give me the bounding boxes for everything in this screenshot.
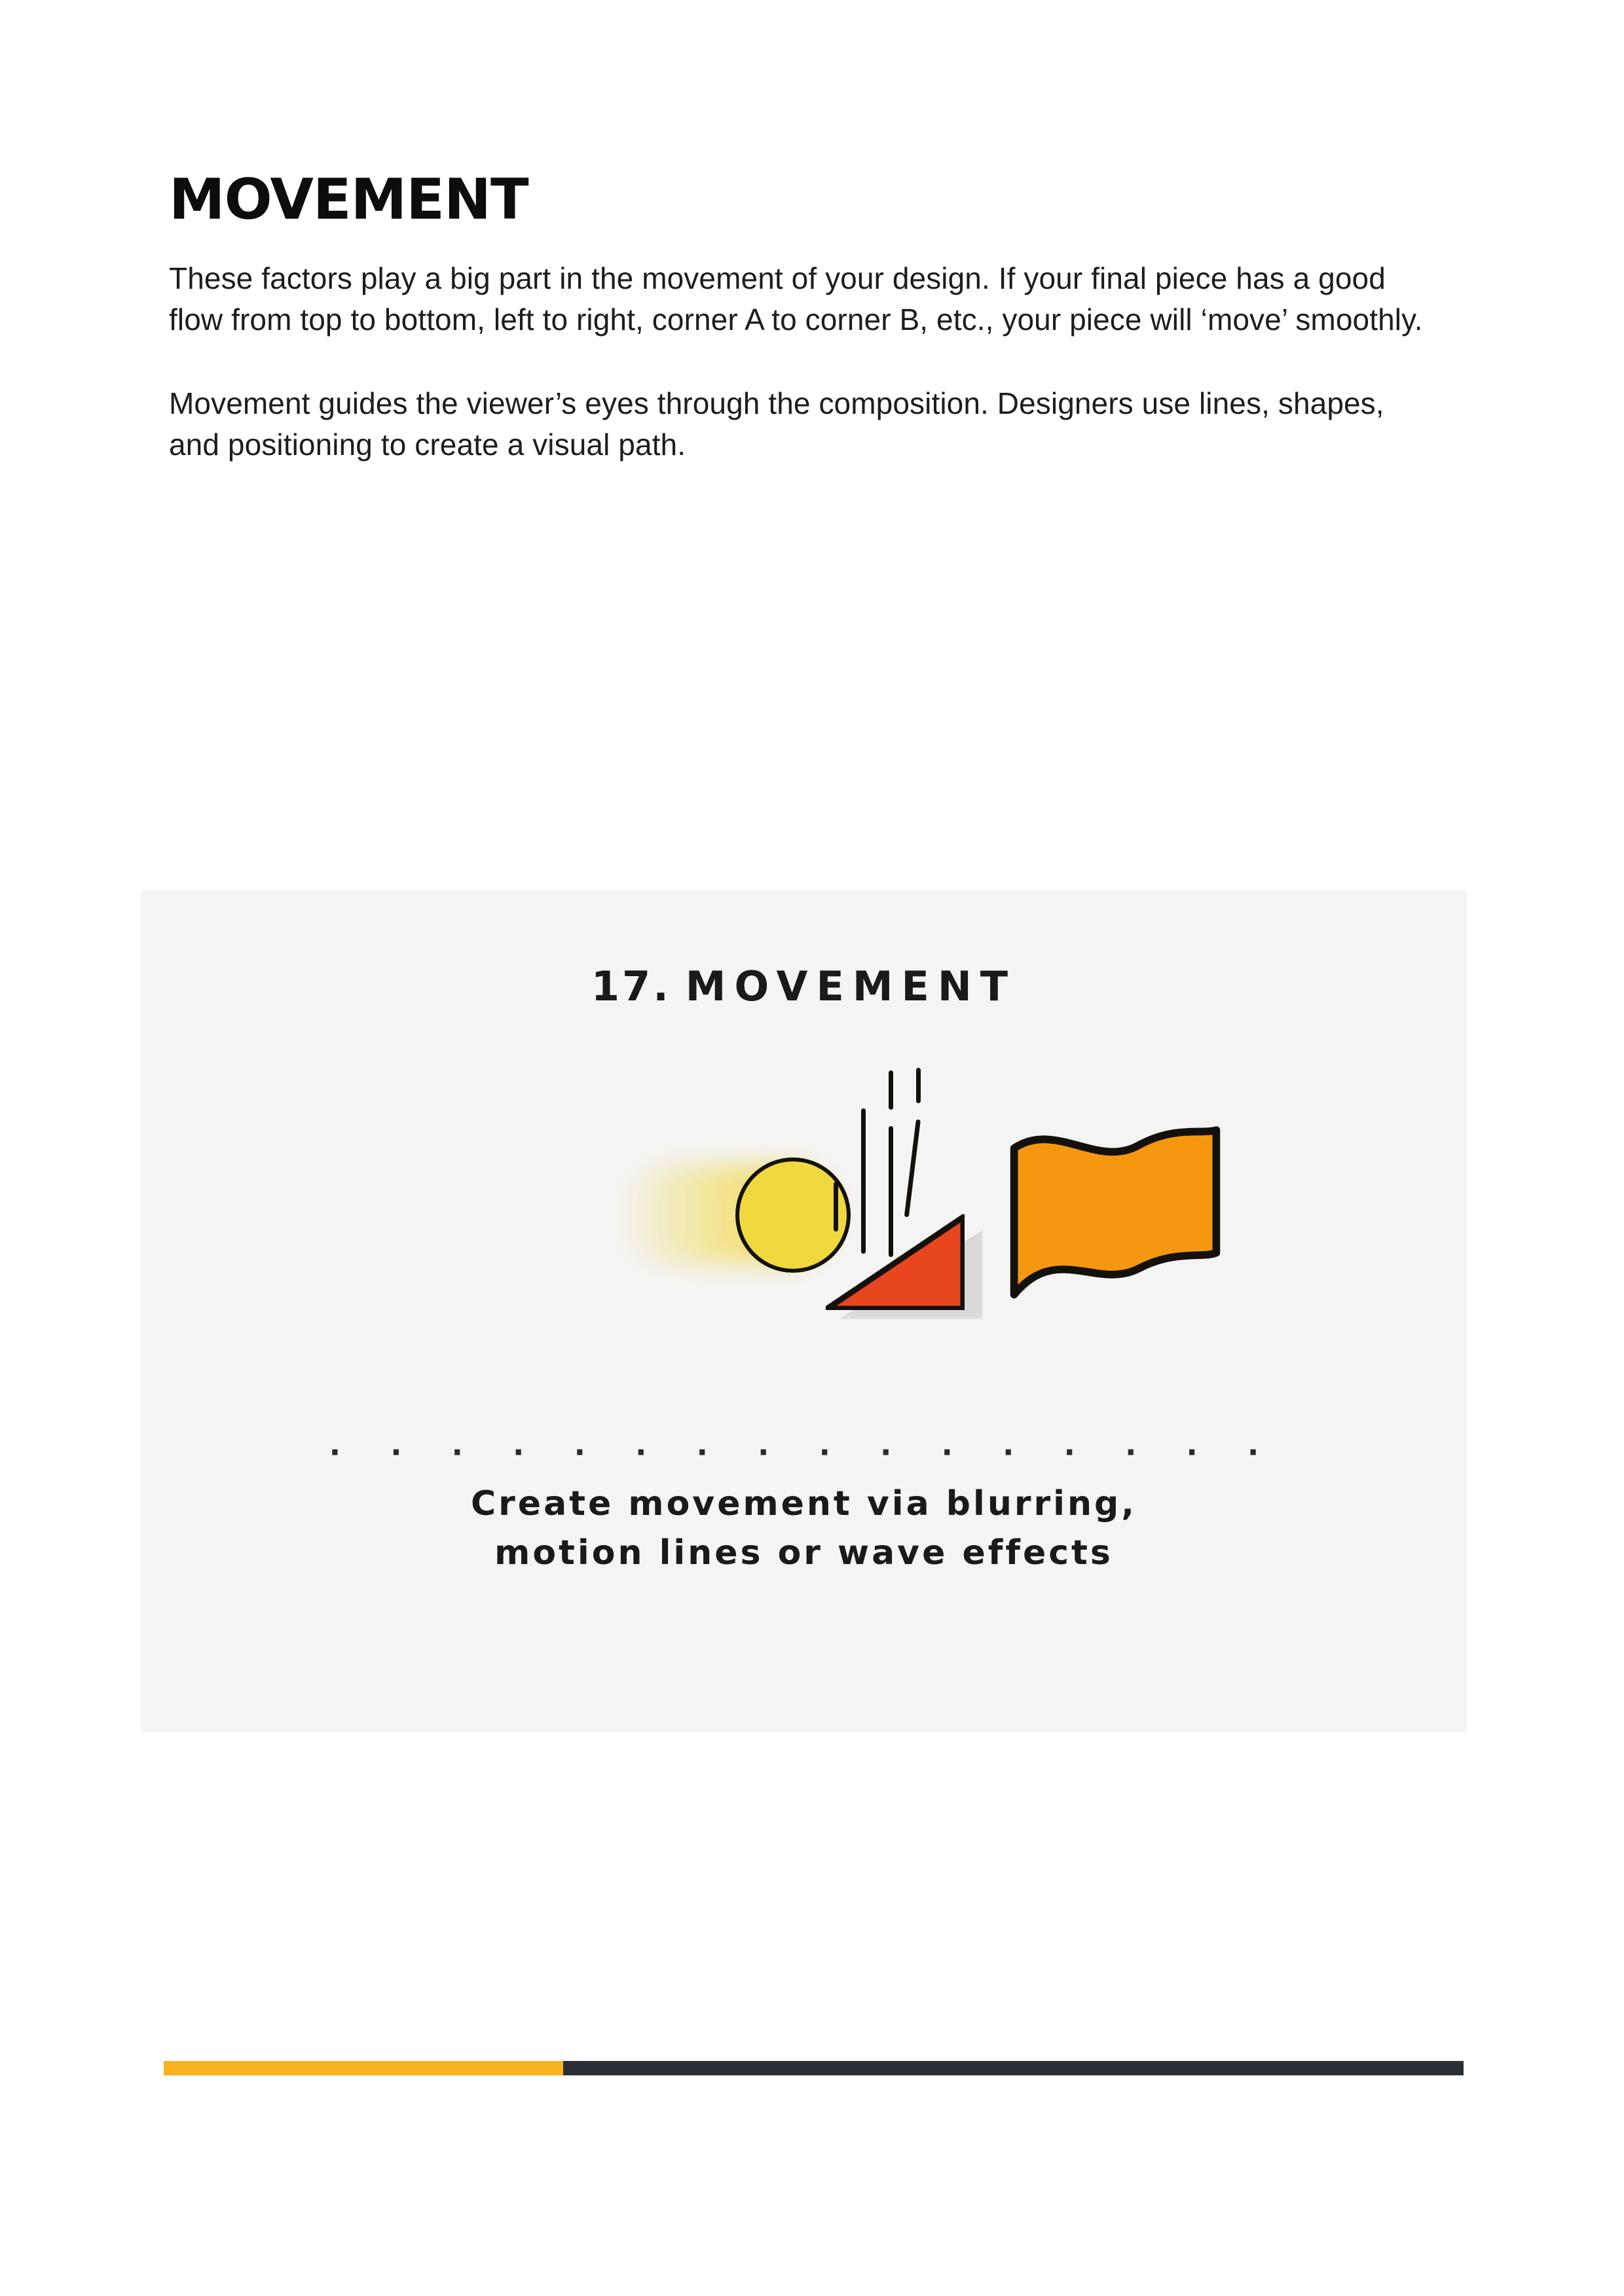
wave-flag-icon	[1007, 1120, 1223, 1316]
figure-heading	[141, 962, 1467, 1010]
text-content	[169, 167, 1452, 466]
footer-bar-accent-segment	[164, 2061, 563, 2075]
figure-artwork	[141, 1057, 1467, 1372]
figure-caption	[141, 1480, 1467, 1578]
footer-bar-dark-segment	[563, 2061, 1464, 2075]
triangle-outline	[826, 1180, 965, 1310]
motion-lines-triangle-icon	[807, 1057, 1004, 1345]
footer-progress-bar	[164, 2061, 1464, 2075]
body-paragraph-2: Movement guides the viewer’s eyes through the composition. Designers use lines, shapes, and positioning to create a visual path.	[169, 386, 1384, 462]
figure-caption-line-2: motion lines or wave effects	[494, 1533, 1113, 1573]
movement-illustration	[141, 890, 1467, 1732]
body-paragraph-1: These factors play a big part in the movement of your design. If your final piece has a good flow from top to bottom, left to right, corner A to corner B, etc., your piece will ‘move’ smoothly.	[169, 261, 1423, 337]
figure-number: 17.	[591, 962, 671, 1010]
flag-shape	[1007, 1120, 1223, 1309]
motion-line	[916, 1068, 921, 1103]
motion-line	[889, 1070, 893, 1110]
figure-caption-line-1: Create movement via blurring,	[471, 1484, 1137, 1523]
figure-heading-text: MOVEMENT	[685, 962, 1017, 1010]
page-title: MOVEMENT	[169, 167, 528, 232]
dotted-divider: · · · · · · · · · · · · · · · ·	[329, 1434, 1279, 1470]
